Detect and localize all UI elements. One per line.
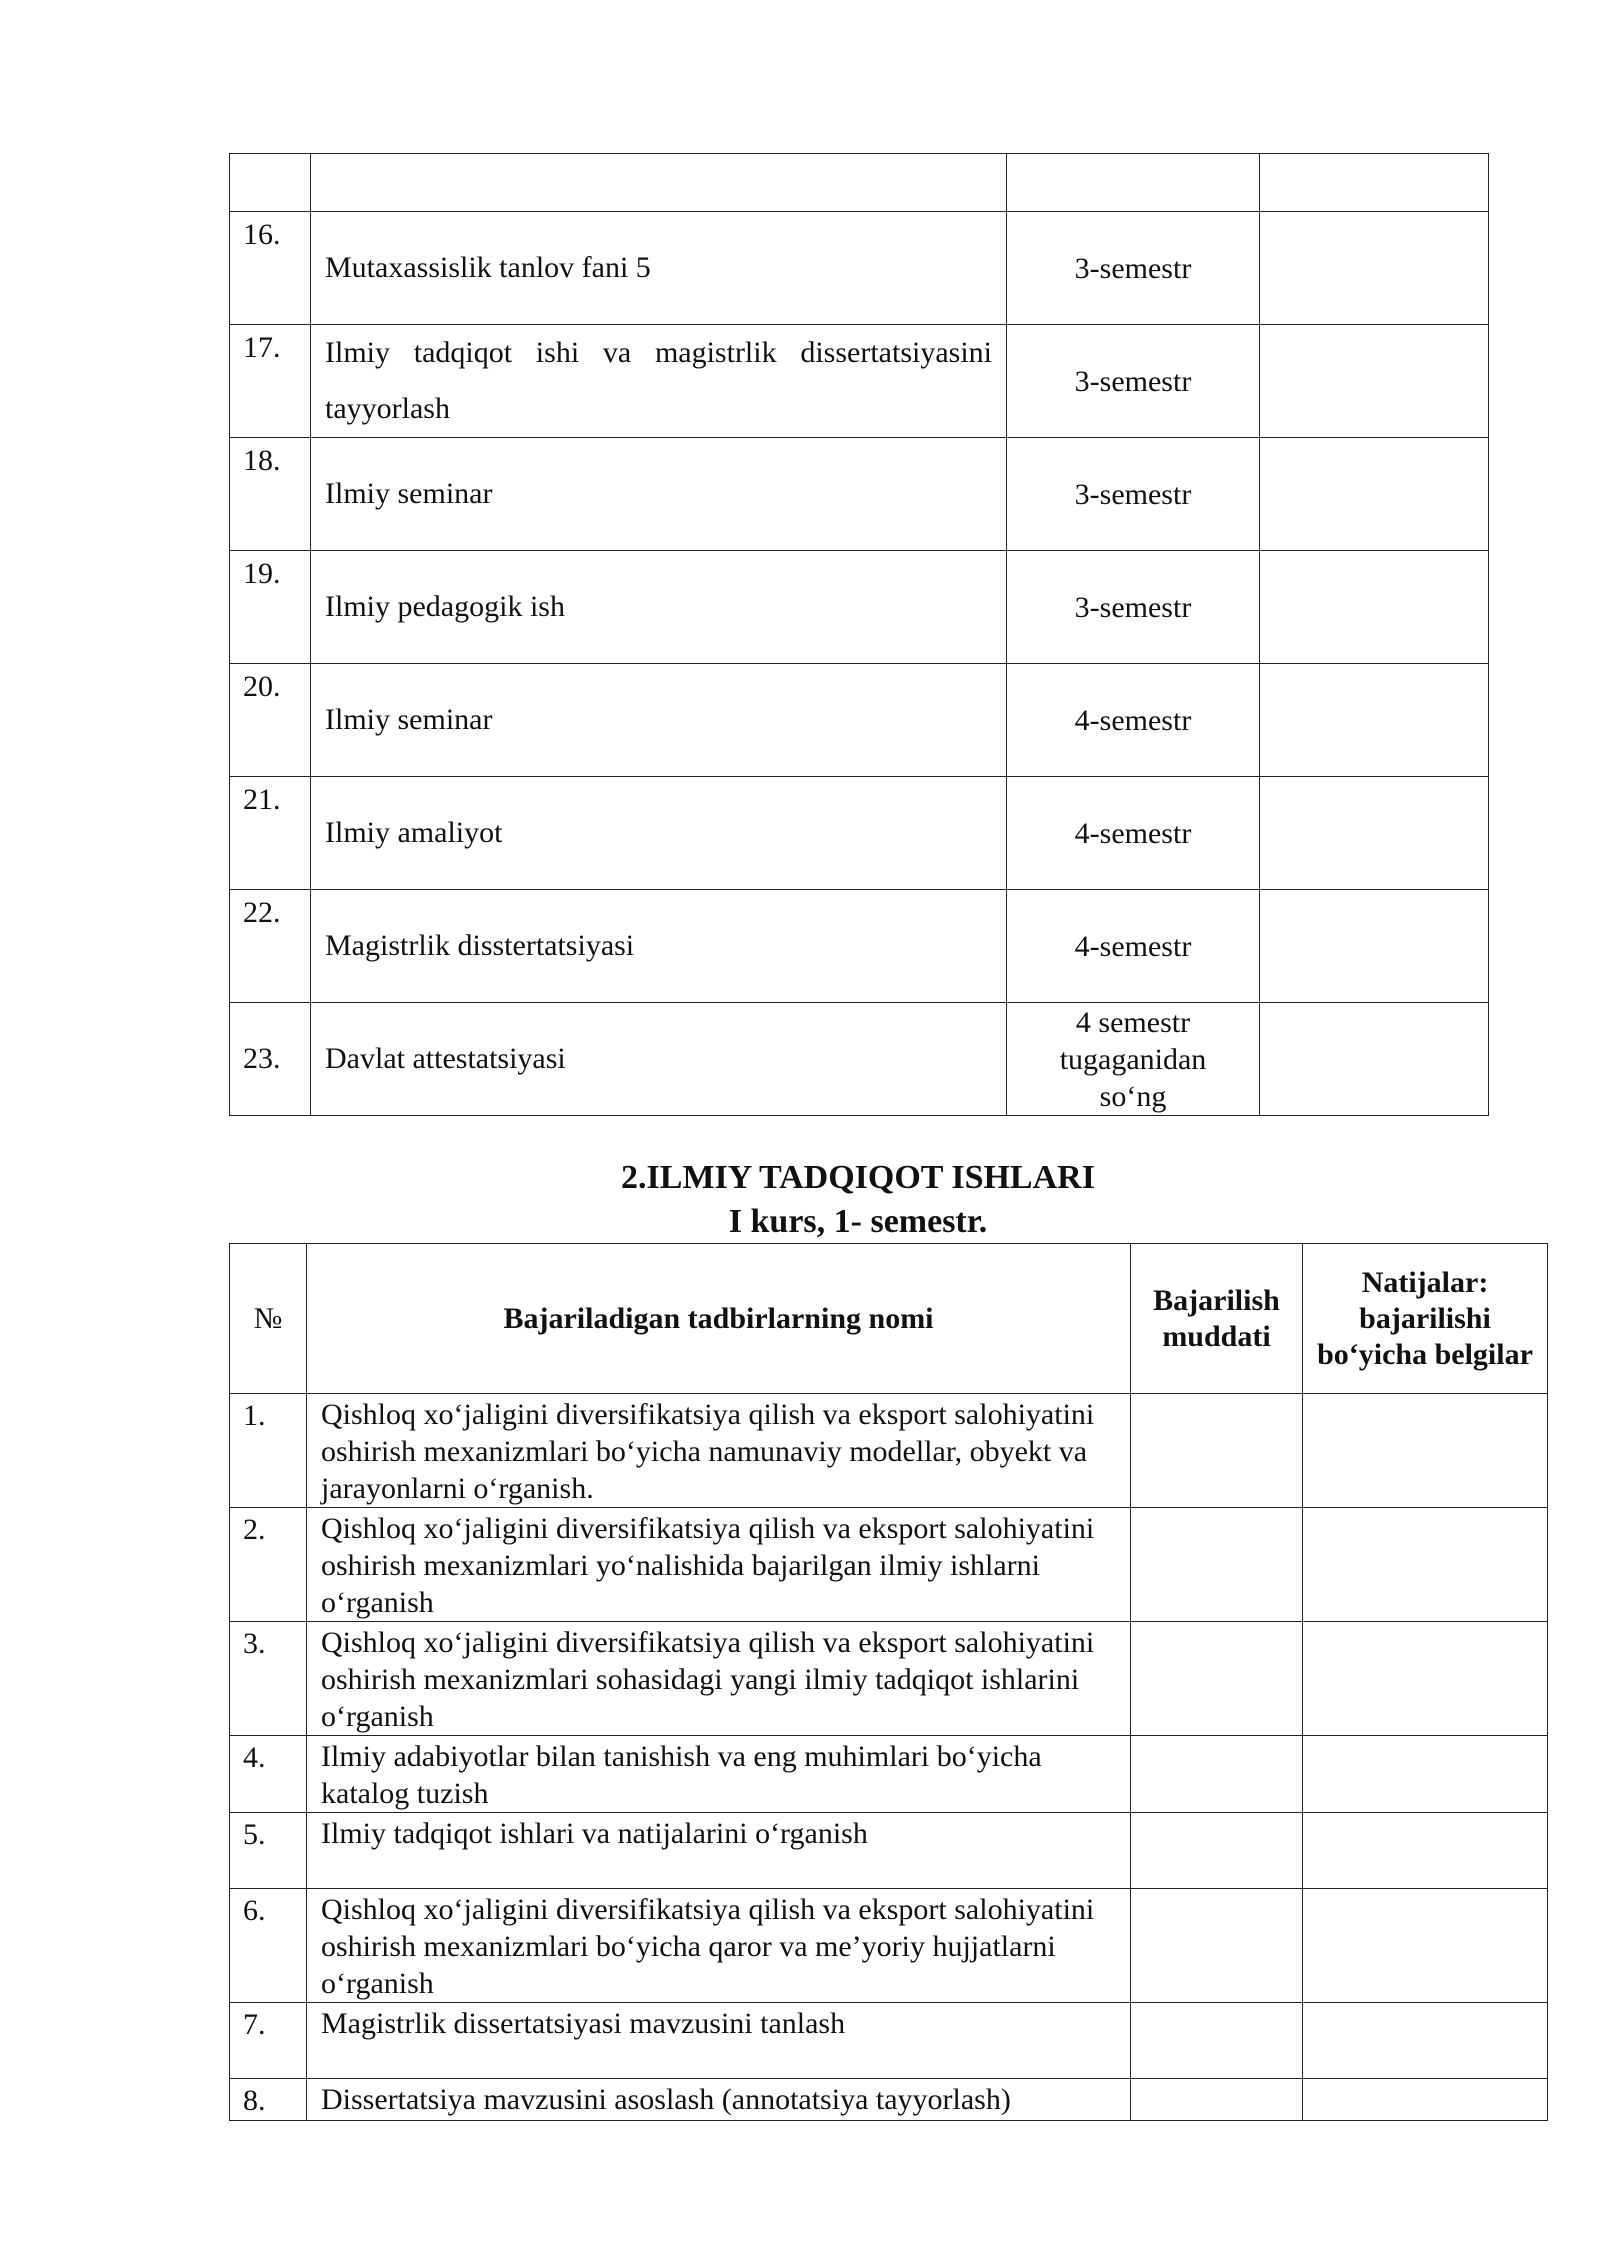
section-subtitle: I kurs, 1- semestr. [728,1203,988,1240]
semester-cell: 4-semestr [1007,777,1260,890]
activity-name: Ilmiy seminar [311,664,1007,777]
row-number: 23. [230,1003,311,1116]
activity-name [311,154,1007,212]
semester-cell [1007,154,1260,212]
activity-name: Magistrlik dissertatsiyasi mavzusini tanlash [307,2003,1131,2079]
result-cell [1303,1889,1548,2003]
row-number: 4. [230,1736,307,1813]
row-number: 8. [230,2079,307,2121]
result-cell [1303,2079,1548,2121]
row-number: 21. [230,777,311,890]
activity-name: Ilmiy pedagogik ish [311,551,1007,664]
deadline-cell [1131,1508,1303,1622]
result-cell [1260,325,1489,438]
semester-cell: 4-semestr [1007,664,1260,777]
result-cell [1260,212,1489,325]
header-deadline: Bajarilish muddati [1131,1244,1303,1394]
row-number: 7. [230,2003,307,2079]
activity-name: Davlat attestatsiyasi [311,1003,1007,1116]
deadline-cell [1131,2003,1303,2079]
result-cell [1260,438,1489,551]
table-row [230,212,1489,325]
row-number: 6. [230,1889,307,2003]
row-number: 19. [230,551,311,664]
result-cell [1260,551,1489,664]
activity-name: Ilmiy amaliyot [311,777,1007,890]
section-title: 2.ILMIY TADQIQOT ISHLARI [621,1159,1095,1196]
research-table [229,1243,1548,2121]
plan-table [229,153,1489,1116]
activity-name: Ilmiy adabiyotlar bilan tanishish va eng muhimlari bo‘yicha katalog tuzish [307,1736,1131,1813]
activity-name: Dissertatsiya mavzusini asoslash (annotatsiya tayyorlash) [307,2079,1131,2121]
table-row [230,1813,1548,1889]
table-row [230,664,1489,777]
deadline-cell [1131,1889,1303,2003]
semester-cell: 3-semestr [1007,325,1260,438]
row-number: 1. [230,1394,307,1508]
table-row [230,777,1489,890]
table-row [230,1889,1548,2003]
row-number: 5. [230,1813,307,1889]
activity-name: Qishloq xo‘jaligini diversifikatsiya qilish va eksport salohiyatini oshirish mexanizmlari bo‘yicha qaror va me’yoriy hujjatlarni o‘rganish [307,1889,1131,2003]
result-cell [1303,1622,1548,1736]
activity-name: Qishloq xo‘jaligini diversifikatsiya qilish va eksport salohiyatini oshirish mexanizmlari yo‘nalishida bajarilgan ilmiy ishlarni o‘rganish [307,1508,1131,1622]
deadline-cell [1131,1813,1303,1889]
activity-name: Ilmiy tadqiqot ishlari va natijalarini o‘rganish [307,1813,1131,1889]
activity-name: Ilmiy seminar [311,438,1007,551]
row-number: 20. [230,664,311,777]
header-activity: Bajariladigan tadbirlarning nomi [307,1244,1131,1394]
semester-cell: 4 semestr tugaganidan so‘ng [1007,1003,1260,1116]
table-row [230,1508,1548,1622]
semester-cell: 3-semestr [1007,212,1260,325]
table-row [230,1736,1548,1813]
row-number: 22. [230,890,311,1003]
result-cell [1303,2003,1548,2079]
table-row [230,154,1489,212]
table-header-row [230,1244,1548,1394]
activity-name: Qishloq xo‘jaligini diversifikatsiya qilish va eksport salohiyatini oshirish mexanizmlari sohasidagi yangi ilmiy tadqiqot ishlarini o‘rganish [307,1622,1131,1736]
semester-cell: 3-semestr [1007,551,1260,664]
table-row [230,1003,1489,1116]
table-row [230,438,1489,551]
header-results: Natijalar: bajarilishi bo‘yicha belgilar [1303,1244,1548,1394]
result-cell [1303,1394,1548,1508]
table-row [230,1622,1548,1736]
row-number: 16. [230,212,311,325]
deadline-cell [1131,1394,1303,1508]
deadline-cell [1131,2079,1303,2121]
result-cell [1303,1508,1548,1622]
result-cell [1303,1736,1548,1813]
result-cell [1260,777,1489,890]
deadline-cell [1131,1736,1303,1813]
result-cell [1260,664,1489,777]
row-number: 18. [230,438,311,551]
result-cell [1303,1813,1548,1889]
semester-cell: 4-semestr [1007,890,1260,1003]
header-number: № [230,1244,307,1394]
table-row [230,551,1489,664]
table-row [230,890,1489,1003]
activity-name: Mutaxassislik tanlov fani 5 [311,212,1007,325]
table-row [230,2079,1548,2121]
activity-name: Magistrlik disstertatsiyasi [311,890,1007,1003]
table-row [230,2003,1548,2079]
activity-name: Ilmiy tadqiqot ishi va magistrlik dissertatsiyasini tayyorlash [311,325,1007,438]
row-number [230,154,311,212]
deadline-cell [1131,1622,1303,1736]
result-cell [1260,154,1489,212]
row-number: 17. [230,325,311,438]
activity-name: Qishloq xo‘jaligini diversifikatsiya qilish va eksport salohiyatini oshirish mexanizmlari bo‘yicha namunaviy modellar, obyekt va jarayonlarni o‘rganish. [307,1394,1131,1508]
table-row [230,325,1489,438]
row-number: 3. [230,1622,307,1736]
row-number: 2. [230,1508,307,1622]
result-cell [1260,890,1489,1003]
result-cell [1260,1003,1489,1116]
table-row [230,1394,1548,1508]
semester-cell: 3-semestr [1007,438,1260,551]
